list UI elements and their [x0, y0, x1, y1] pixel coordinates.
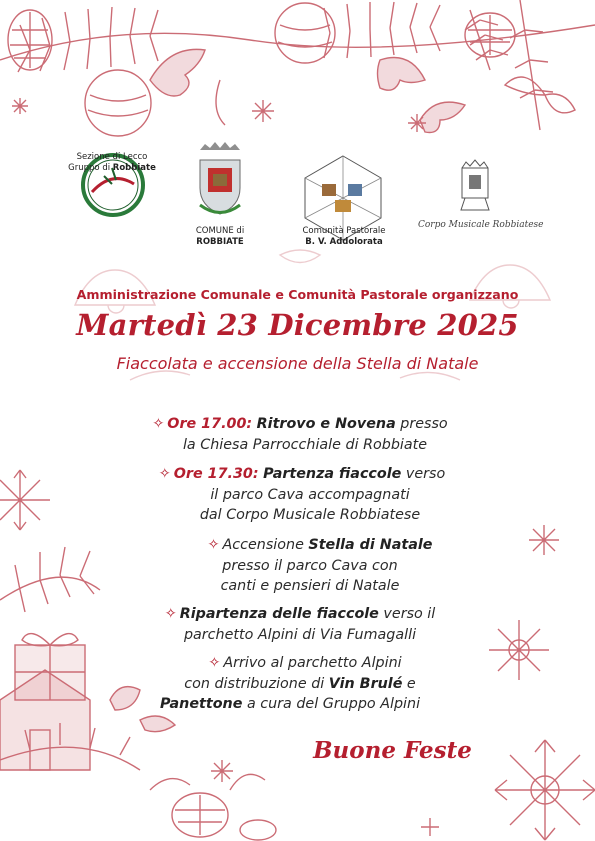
comunita-logo-caption	[285, 226, 403, 248]
program-text: Ripartenza delle fiaccole	[179, 606, 379, 622]
program-item	[150, 535, 450, 597]
program-text: Vin Brulé	[328, 675, 403, 692]
program-line	[140, 694, 440, 715]
program-text: a cura del Gruppo Alpini	[242, 696, 421, 712]
program-line	[150, 414, 450, 435]
program-text: Panettone	[159, 696, 243, 712]
program-item	[150, 414, 450, 455]
comunita-name: B. V. Addolorata	[305, 237, 383, 247]
program-text: Ore 17.00:	[167, 416, 253, 432]
event-subtitle: Fiaccolata e accensione della Stella di Natale	[116, 354, 479, 373]
program-line	[150, 625, 450, 646]
program-line	[170, 535, 470, 556]
program-line	[155, 435, 455, 456]
program-text: il parco Cava accompagnati	[210, 486, 410, 503]
program-text: la Chiesa Parrocchiale di Robbiate	[182, 436, 428, 453]
sparkle-icon: ✧	[207, 537, 220, 553]
program-line	[160, 576, 460, 597]
snowflake-icon	[0, 470, 50, 530]
greeting: Buone Feste	[313, 737, 472, 764]
program-text: dal Corpo Musicale Robbiatese	[199, 507, 421, 523]
sparkle-icon: ✧	[208, 655, 221, 671]
event-date-title: Martedì 23 Dicembre 2025	[76, 308, 519, 342]
alpini-sezione: Sezione di Lecco	[76, 152, 148, 162]
program-item	[150, 604, 450, 645]
snowflake-icon	[495, 740, 595, 840]
program-text: Accensione	[222, 537, 309, 553]
corpo-musicale-name: Corpo Musicale Robbiatese	[418, 220, 544, 230]
comunita-label: Comunità Pastorale	[302, 226, 386, 236]
program-text: parchetto Alpini di Via Fumagalli	[183, 626, 417, 643]
program-line	[160, 556, 460, 577]
program-text: Ore 17.30:	[173, 466, 259, 482]
program-text: Partenza fiaccole	[263, 466, 402, 482]
program-line	[150, 604, 450, 625]
snowflake-icon	[421, 818, 439, 836]
program-item	[150, 653, 450, 715]
comune-logo-caption	[180, 226, 260, 248]
program-text: verso il	[378, 606, 436, 622]
sparkle-icon: ✧	[164, 606, 177, 622]
program-item	[150, 464, 450, 526]
organizer-line: Amministrazione Comunale e Comunità Pastorale organizzano	[76, 287, 519, 302]
corpo-musicale-caption	[418, 220, 544, 231]
ornament-icon	[85, 70, 151, 136]
program-text: canti e pensieri di Natale	[220, 578, 400, 594]
program-text: con distribuzione di	[184, 675, 329, 692]
program-text: Arrivo al parchetto Alpini	[223, 655, 402, 671]
comune-coat-of-arms	[200, 142, 240, 214]
program-line	[150, 674, 450, 695]
sparkle-icon: ✧	[158, 466, 171, 482]
program-text: verso	[401, 466, 446, 482]
ornament-icon	[275, 3, 335, 63]
snowflake-icon	[211, 760, 233, 782]
alpini-logo-caption	[62, 152, 162, 174]
program-text: Ritrovo e Novena	[256, 416, 396, 432]
program-text: Stella di Natale	[308, 537, 433, 553]
program-line	[160, 485, 460, 506]
program-text: presso il parco Cava con	[222, 557, 398, 574]
sparkle-icon: ✧	[152, 416, 165, 432]
program-line	[160, 505, 460, 526]
comune-name: ROBBIATE	[196, 237, 244, 247]
snowflake-icon	[489, 525, 559, 680]
program-line	[152, 464, 452, 485]
alpini-gruppo: Gruppo di Robbiate	[68, 163, 156, 173]
comune-label: COMUNE di	[195, 226, 245, 236]
program-line	[155, 653, 455, 674]
program-text: e	[402, 675, 416, 692]
program-text: presso	[395, 416, 448, 432]
corpo-musicale-logo	[461, 160, 489, 210]
